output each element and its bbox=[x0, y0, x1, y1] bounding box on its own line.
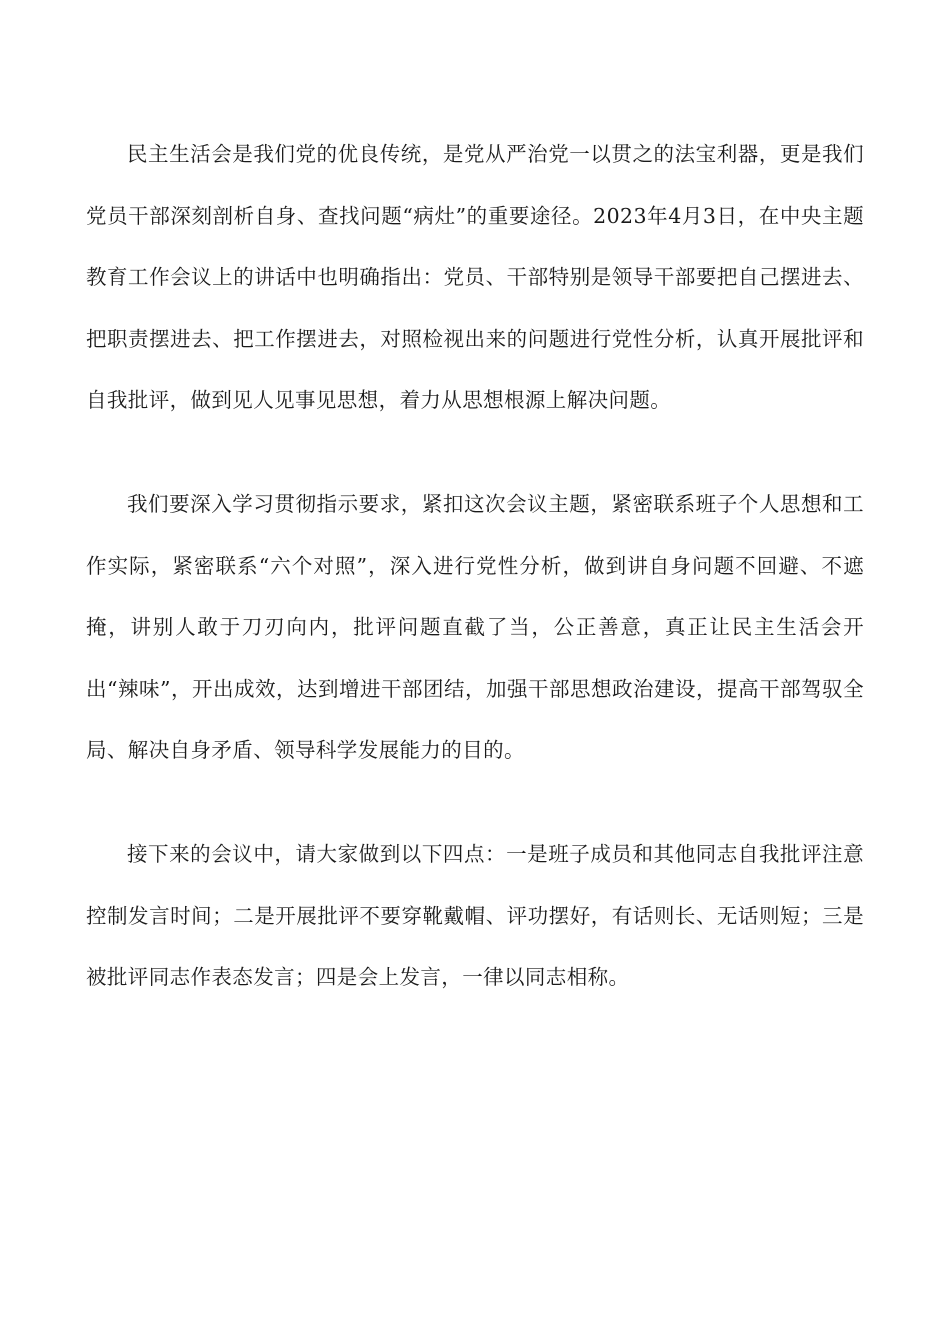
document-body bbox=[86, 124, 864, 1009]
paragraph-1: 民主生活会是我们党的优良传统，是党从严治党一以贯之的法宝利器，更是我们党员干部深刻剖析自身、查找问题“病灶”的重要途径。2023年4月3日，在中央主题教育工作会议上的讲话中也明确指出：党员、干部特别是领导干部要把自己摆进去、把职责摆进去、把工作摆进去，对照检视出来的问题进行党性分析，认真开展批评和自我批评，做到见人见事见思想，着力从思想根源上解决问题。 bbox=[86, 142, 864, 413]
paragraph-2: 我们要深入学习贯彻指示要求，紧扣这次会议主题，紧密联系班子个人思想和工作实际，紧密联系“六个对照”，深入进行党性分析，做到讲自身问题不回避、不遮掩，讲别人敢于刀刃向内，批评问题直截了当，公正善意，真正让民主生活会开出“辣味”，开出成效，达到增进干部团结，加强干部思想政治建设，提高干部驾驭全局、解决自身矛盾、领导科学发展能力的目的。 bbox=[86, 491, 864, 763]
paragraph-3: 接下来的会议中，请大家做到以下四点：一是班子成员和其他同志自我批评注意控制发言时间；二是开展批评不要穿靴戴帽、评功摆好，有话则长、无话则短；三是被批评同志作表态发言；四是会上发言，一律以同志相称。 bbox=[86, 841, 864, 990]
